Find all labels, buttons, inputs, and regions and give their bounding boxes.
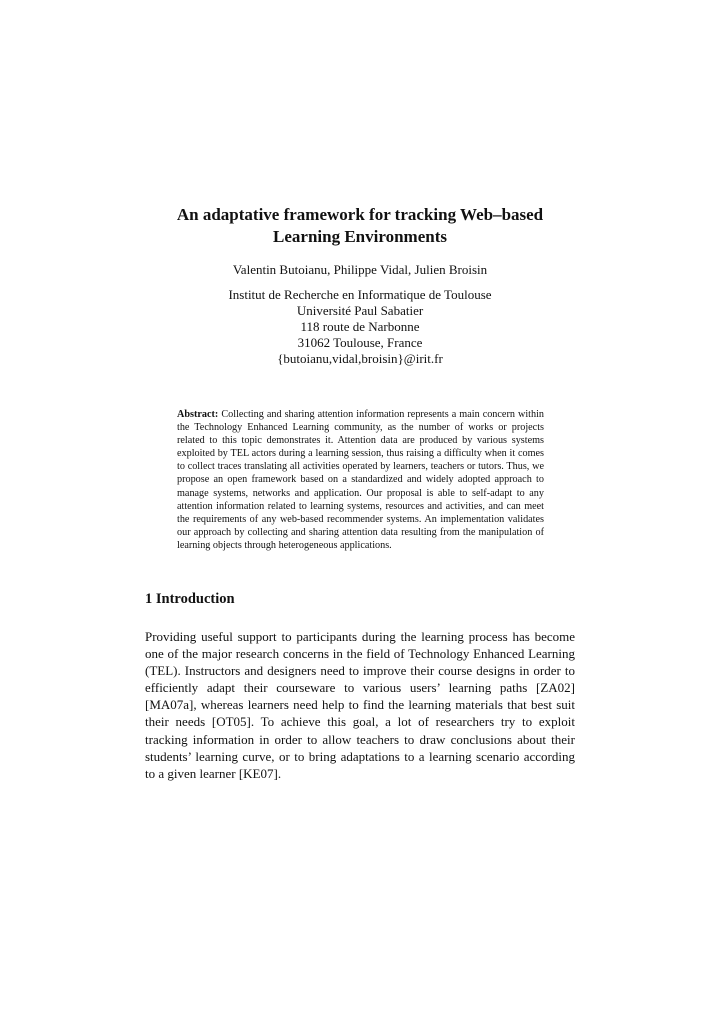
paper-title-line-2: Learning Environments (273, 227, 447, 246)
paper-title (0, 204, 720, 248)
introduction-paragraph: Providing useful support to participants during the learning process has become one of the major research concerns in the field of Technology Enhanced Learning (TEL). Instructors and designers need to improve their course designs in order to efficiently adapt their courseware to various users’ learning paths [ZA02] [MA07a], whereas learners need help to find the learning materials that best suit their needs [OT05]. To achieve this goal, a lot of researchers try to exploit tracking information in order to allow teachers to draw conclusions about their students’ learning curve, or to bring adaptations to a learning scenario according to a given learner [KE07]. (145, 629, 575, 781)
affiliation-university: Université Paul Sabatier (296, 303, 424, 318)
author-list: Valentin Butoianu, Philippe Vidal, Julien Broisin (232, 262, 488, 277)
abstract (177, 408, 544, 552)
affiliation-city: 31062 Toulouse, France (297, 335, 423, 350)
paper-title-line-1: An adaptative framework for tracking Web–based (176, 205, 544, 224)
section-heading-introduction: 1 Introduction (145, 591, 235, 607)
affiliation-block (0, 287, 720, 367)
abstract-label: Abstract: (177, 409, 219, 420)
affiliation-street: 118 route de Narbonne (300, 319, 420, 334)
abstract-text: Collecting and sharing attention information represents a main concern within the Technology Enhanced Learning community, as the number of works or projects related to this topic demonstrates it. Attention data are produced by various systems exploited by TEL actors during a learning session, thus raising a difficulty when it comes to collect traces translating all activities operated by learners, teachers or tutors. Thus, we propose an open framework based on a standardized and widely adopted approach to manage systems, networks and application. Our proposal is able to self-adapt to any attention information related to learning systems, resources and activities, and can meet the requirements of any web-based recommender systems. An implementation validates our approach by collecting and sharing attention data resulting from the manipulation of learning objects through heterogeneous applications. (177, 409, 545, 551)
affiliation-email: {butoianu,vidal,broisin}@irit.fr (277, 351, 443, 366)
affiliation-institute: Institut de Recherche en Informatique de Toulouse (228, 287, 492, 302)
